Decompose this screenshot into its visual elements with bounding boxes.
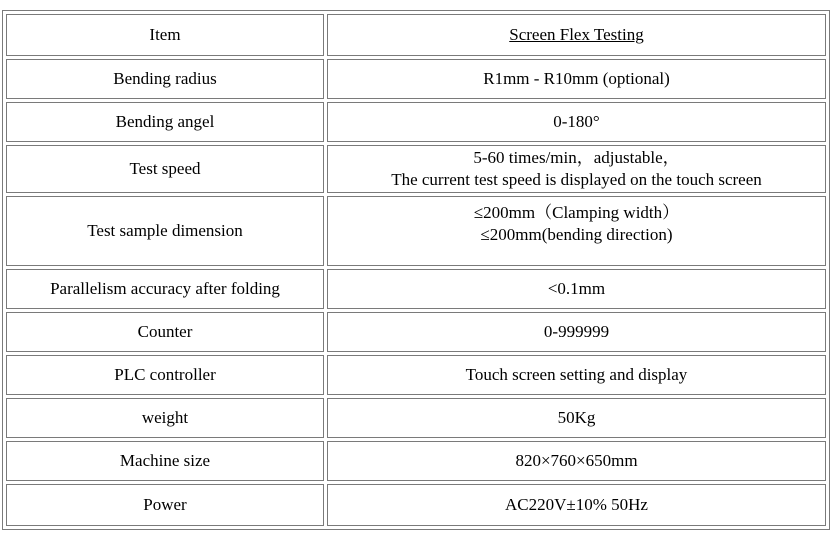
row-item-cell: Counter [6,312,324,352]
table-row [6,145,826,193]
row-value-cell: 0-180° [327,102,826,142]
value-line: ≤200mm(bending direction) [480,225,673,244]
row-value-cell: 820×760×650mm [327,441,826,481]
row-value-cell: R1mm - R10mm (optional) [327,59,826,99]
row-value-cell: AC220V±10% 50Hz [327,484,826,526]
table-row [6,196,826,266]
row-value-cell [327,145,826,193]
row-value-cell [327,196,826,266]
table-row [6,102,826,142]
row-value-cell: 0-999999 [327,312,826,352]
header-value-cell [327,14,826,56]
row-item-cell: Bending angel [6,102,324,142]
value-line: The current test speed is displayed on the touch screen [391,170,762,189]
value-line: 5-60 times/min，adjustable， [473,148,680,167]
table-row [6,59,826,99]
row-item-cell: Power [6,484,324,526]
row-value-cell: Touch screen setting and display [327,355,826,395]
table-row [6,441,826,481]
table-row [6,312,826,352]
row-item-cell: Parallelism accuracy after folding [6,269,324,309]
header-item-cell: Item [6,14,324,56]
table-row [6,269,826,309]
row-item-cell: Test speed [6,145,324,193]
table-header-row [6,14,826,56]
row-item-cell: PLC controller [6,355,324,395]
row-value-cell: 50Kg [327,398,826,438]
row-value-cell: <0.1mm [327,269,826,309]
spec-table [2,10,830,530]
table-row [6,398,826,438]
value-line: ≤200mm（Clamping width） [473,203,680,222]
row-item-cell: Bending radius [6,59,324,99]
header-value-text: Screen Flex Testing [509,25,644,44]
table-row [6,355,826,395]
row-item-cell: Test sample dimension [6,196,324,266]
row-item-cell: weight [6,398,324,438]
table-row [6,484,826,526]
row-item-cell: Machine size [6,441,324,481]
